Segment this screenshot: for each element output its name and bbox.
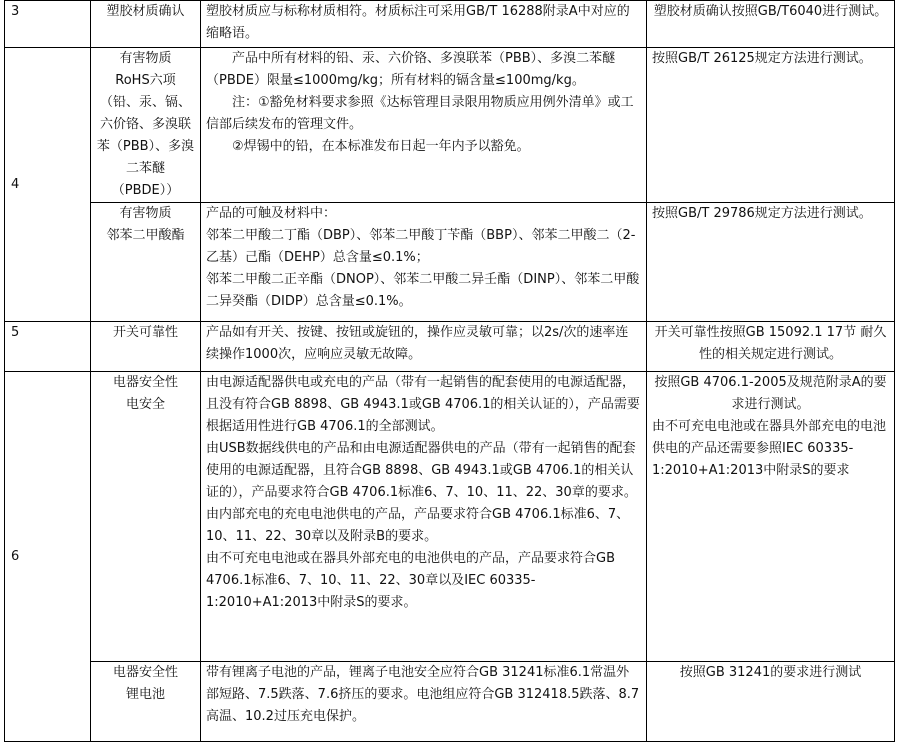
requirement-text: 邻苯二甲酸二丁酯（DBP）、邻苯二甲酸丁苄酯（BBP）、邻苯二甲酸二（2-乙基）己酯（DEHP）总含量≤0.1%；: [206, 228, 636, 265]
test-method: 按照GB/T 26125规定方法进行测试。: [647, 48, 895, 203]
requirement-text: 产品中所有材料的铅、汞、六价铬、多溴联苯（PBB）、多溴二苯醚（PBDE）限量≤1000mg/kg；所有材料的镉含量≤100mg/kg。: [206, 51, 616, 88]
requirement-text: 塑胶材质应与标称材质相符。材质标注可采用GB/T 16288附录A中对应的缩略语。: [201, 1, 647, 48]
row-number: 4: [5, 48, 91, 322]
row-number: 5: [5, 322, 91, 372]
requirement-cell: [201, 372, 647, 662]
requirement-cell: [201, 48, 647, 203]
test-method: 开关可靠性按照GB 15092.1 17节 耐久性的相关规定进行测试。: [647, 322, 895, 372]
requirement-text: 产品的可触及材料中：: [206, 206, 337, 221]
test-item: 塑胶材质确认: [91, 1, 201, 48]
requirement-text: 由内部充电的充电电池供电的产品，产品要求符合GB 4706.1标准6、7、10、11、22、30章以及附录B的要求。: [206, 507, 630, 544]
table-row: [5, 372, 895, 662]
requirements-table: [4, 0, 895, 742]
row-number: 3: [5, 1, 91, 48]
test-item: 开关可靠性: [91, 322, 201, 372]
test-method: 塑胶材质确认按照GB/T6040进行测试。: [647, 1, 895, 48]
test-method: 按照GB/T 29786规定方法进行测试。: [647, 203, 895, 322]
test-method: 按照GB 31241的要求进行测试: [647, 662, 895, 742]
requirement-text: 邻苯二甲酸二正辛酯（DNOP）、邻苯二甲酸二异壬酯（DINP）、邻苯二甲酸二异癸酯（DIDP）总含量≤0.1%。: [206, 272, 640, 309]
test-item: 电器安全性 锂电池: [91, 662, 201, 742]
test-item: 有害物质 RoHS六项（铅、汞、镉、六价铬、多溴联苯（PBB）、多溴二苯醚（PBDE））: [91, 48, 201, 203]
test-method: 由不可充电电池或在器具外部充电的电池供电的产品还需要参照IEC 60335-1:2010+A1:2013中附录S的要求: [652, 419, 887, 478]
requirement-text: 产品如有开关、按键、按钮或旋钮的，操作应灵敏可靠；以2s/次的速率连续操作1000次，应响应灵敏无故障。: [201, 322, 647, 372]
table-row: [5, 1, 895, 48]
test-item: 有害物质 邻苯二甲酸酯: [91, 203, 201, 322]
table-row: [5, 48, 895, 203]
requirement-text: 由USB数据线供电的产品和由电源适配器供电的产品（带有一起销售的配套使用的电源适配器，且符合GB 8898、GB 4943.1或GB 4706.1的相关认证的），产品要求符合GB 4706.1标准6、7、10、11、22、30章的要求。: [206, 441, 637, 500]
table-row: [5, 322, 895, 372]
table-row: [5, 203, 895, 322]
table-row: [5, 662, 895, 742]
requirement-text: 带有锂离子电池的产品，锂离子电池安全应符合GB 31241标准6.1常温外部短路、7.5跌落、7.6挤压的要求。电池组应符合GB 312418.5跌落、8.7高温、10.2过压充电保护。: [201, 662, 647, 742]
requirement-text: 由不可充电电池或在器具外部充电的电池供电的产品，产品要求符合GB 4706.1标准6、7、10、11、22、30章以及IEC 60335-1:2010+A1:2013中附录S的要求。: [206, 551, 615, 610]
requirement-note: ②焊锡中的铅，在本标准发布日起一年内予以豁免。: [232, 139, 530, 154]
requirement-note: 注：①豁免材料要求参照《达标管理目录限用物质应用例外清单》或工信部后续发布的管理文件。: [206, 95, 634, 132]
test-method: 按照GB 4706.1-2005及规范附录A的要求进行测试。: [654, 375, 887, 412]
row-number: 6: [5, 372, 91, 742]
test-method-cell: [647, 372, 895, 662]
requirement-text: 由电源适配器供电或充电的产品（带有一起销售的配套使用的电源适配器，且没有符合GB 8898、GB 4943.1或GB 4706.1的相关认证的），产品需要根据适用性进行GB 4706.1的全部测试。: [206, 375, 640, 434]
test-item: 电器安全性 电安全: [91, 372, 201, 662]
requirement-cell: [201, 203, 647, 322]
